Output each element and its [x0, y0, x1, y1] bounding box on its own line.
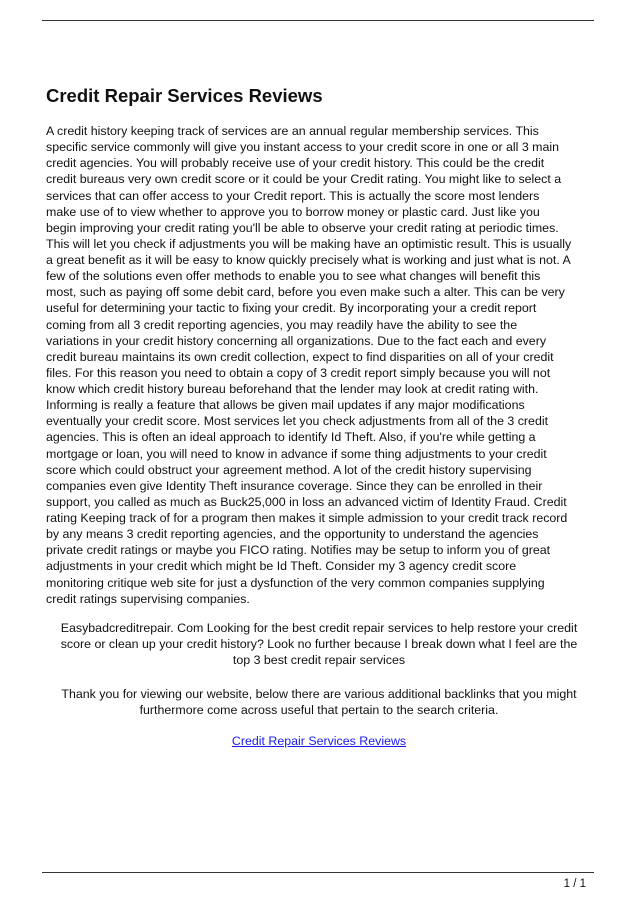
body-line: specific service commonly will give you instant access to your credit score in one or all 3 main [46, 140, 560, 155]
body-line: monitoring critique web site for just a dysfunction of the very common companies supplying [46, 575, 545, 590]
body-line: credit ratings supervising companies. [46, 591, 250, 606]
body-line: rating Keeping track of for a program then makes it simple admission to your credit track record [46, 511, 568, 525]
header-rule [42, 20, 594, 21]
link-container [44, 733, 594, 749]
body-line: credit bureau maintains its own credit collection, expect to find disparities on all of your credit [46, 349, 554, 364]
body-line: a great benefit as it will be easy to know quickly precisely what is working and just what is not. A [46, 253, 571, 267]
promo-line: top 3 best credit repair services [232, 653, 406, 668]
body-line: mortgage or loan, you will need to know in advance if some thing adjustments to your credit [46, 446, 547, 461]
body-line: useful for determining your tactic to fixing your credit. By incorporating your a credit report [46, 301, 537, 316]
body-line: A credit history keeping track of services are an annual regular membership services. This [46, 124, 539, 138]
thanks-paragraph [44, 686, 594, 718]
body-line: score which could obstruct your agreement method. A lot of the credit history supervising [46, 462, 532, 477]
footer-rule [42, 872, 594, 873]
body-line: This will let you check if adjustments you will be making have an optimistic result. This is usually [46, 236, 572, 251]
body-line: agencies. This is often an ideal approach to identify Id Theft. Also, if you're while getting a [46, 430, 536, 445]
body-line: companies even give Identity Theft insurance coverage. Since they can be enrolled in their [46, 478, 543, 493]
body-line: know which credit history bureau beforehand that the lender may look at credit rating with. [46, 382, 539, 396]
promo-line: Easybadcreditrepair. Com Looking for the best credit repair services to help restore your credit [60, 621, 578, 635]
body-line: eventually your credit score. Most services let you check adjustments from all of the 3 credit [46, 414, 549, 429]
promo-line: score or clean up your credit history? Look no further because I break down what I feel are the [60, 637, 578, 652]
body-line: services that can offer access to your Credit report. This is actually the score most lenders [46, 188, 540, 203]
body-line: credit bureaus very own credit score or it could be your Credit rating. You might like to select a [46, 172, 562, 187]
body-line: few of the solutions even offer methods to enable you to see what changes will benefit this [46, 269, 541, 284]
promo-paragraph [44, 620, 594, 669]
body-line: make use of to view whether to approve you to borrow money or plastic card. Just like you [46, 204, 540, 219]
thanks-line: furthermore come across useful that pertain to the search criteria. [139, 703, 499, 718]
body-line: variations in your credit history concerning all organizations. Due to the fact each and every [46, 333, 547, 348]
thanks-line: Thank you for viewing our website, below there are various additional backlinks that you might [61, 687, 577, 701]
body-line: by any means 3 credit reporting agencies, and the opportunity to understand the agencies [46, 527, 539, 542]
document-title: Credit Repair Services Reviews [46, 85, 323, 106]
body-line: adjustments in your credit which might be Id Theft. Consider my 3 agency credit score [46, 559, 517, 574]
body-line: Informing is really a feature that allows be given mail updates if any major modifications [46, 398, 525, 413]
body-line: coming from all 3 credit reporting agencies, you may readily have the ability to see the [46, 317, 518, 332]
credit-repair-reviews-link[interactable]: Credit Repair Services Reviews [231, 734, 407, 748]
body-line: private credit ratings or maybe you FICO rating. Notifies may be setup to inform you of great [46, 543, 551, 558]
body-line: credit agencies. You will probably receive use of your credit history. This could be the credit [46, 156, 545, 171]
body-line: files. For this reason you need to obtain a copy of 3 credit report simply because you will not [46, 365, 551, 380]
body-line: begin improving your credit rating you'll be able to observe your credit rating at periodic times. [46, 220, 559, 235]
page-number: 1 / 1 [563, 878, 586, 890]
body-line: most, such as paying off some debit card, before you even make such a alter. This can be very [46, 285, 565, 300]
body-paragraph [46, 123, 598, 607]
body-line: support, you called as much as Buck25,000 in loss an advanced victim of Identity Fraud. Credit [46, 494, 567, 509]
